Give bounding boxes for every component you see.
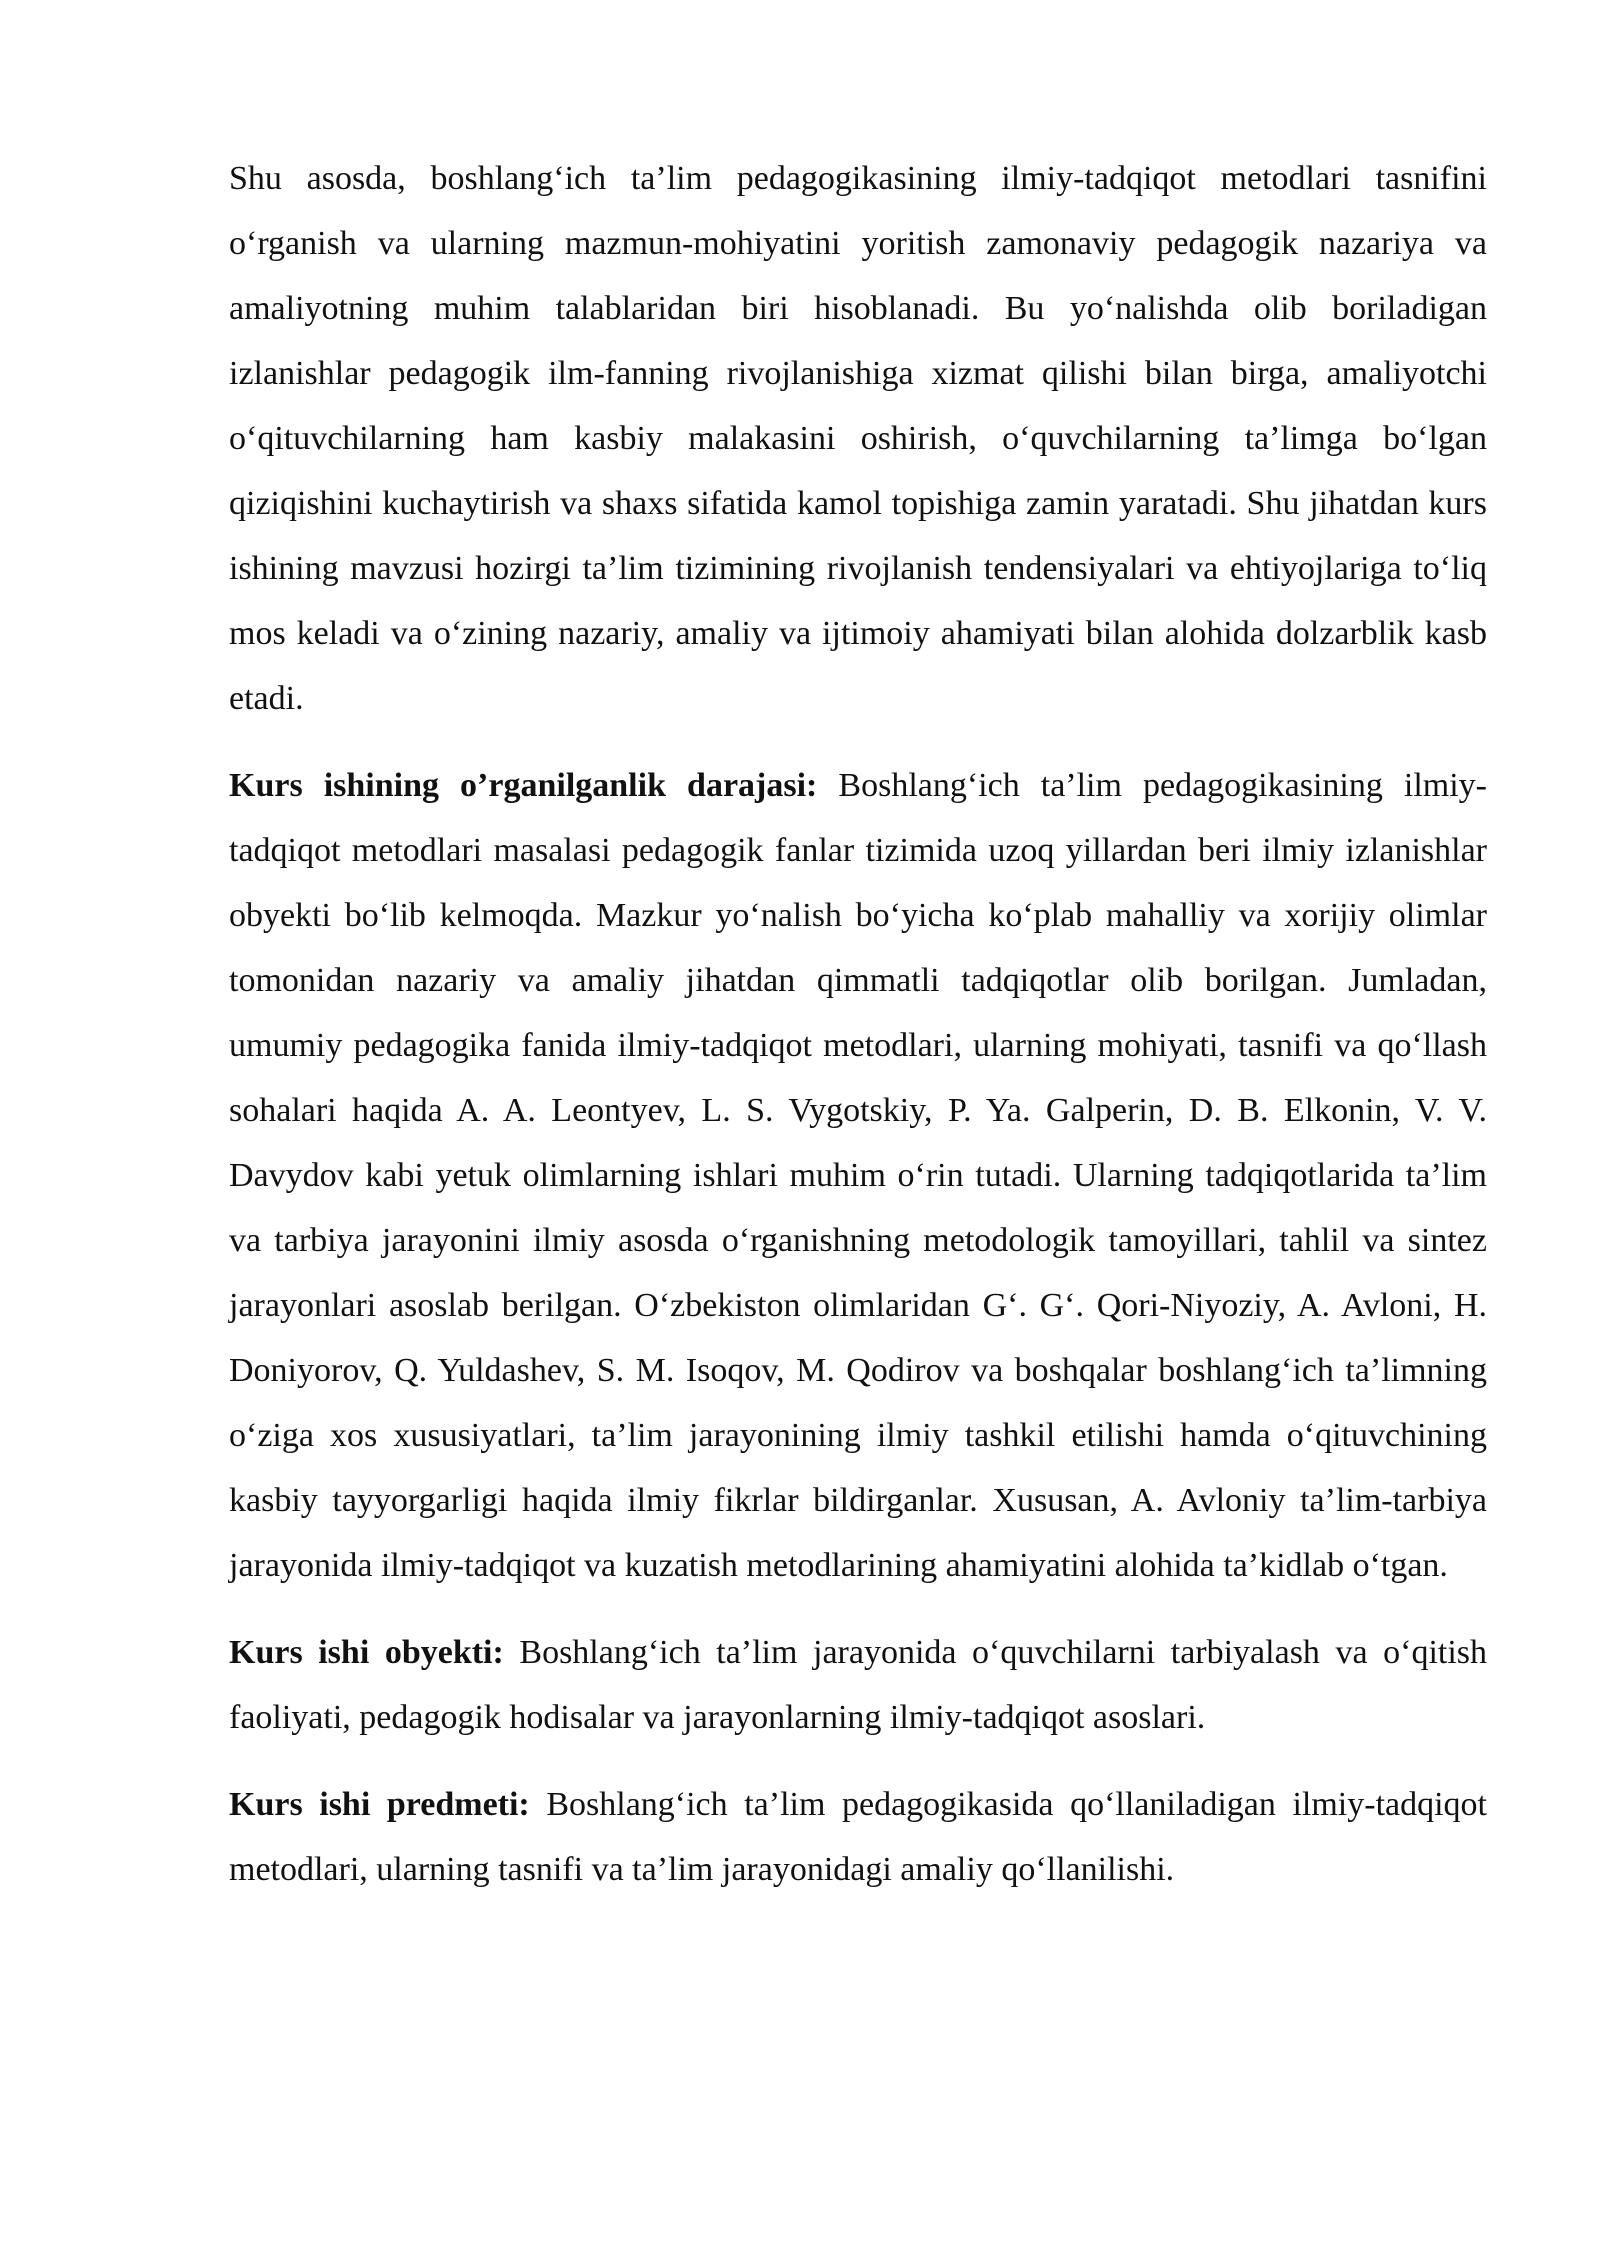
paragraph-heading-object: Kurs ishi obyekti: [229,1634,504,1671]
paragraph-text: Boshlang‘ich ta’lim jarayonida o‘quvchilarni tarbiyalash va o‘qitish faoliyati, pedagogik hodisalar va jarayonlarning ilmiy-tadqiqot asoslari. [229,1634,1488,1736]
paragraph-heading-study-level: Kurs ishining o’rganilganlik darajasi: [229,767,818,804]
paragraph-text: Shu asosda, boshlang‘ich ta’lim pedagogikasining ilmiy-tadqiqot metodlari tasnifini o‘rganish va ularning mazmun-mohiyatini yoritish zamonaviy pedagogik nazariya va amaliyotning muhim talablaridan biri hisoblanadi. Bu yo‘nalishda olib boriladigan izlanishlar pedagogik ilm-fanning rivojlanishiga xizmat qilishi bilan birga, amaliyotchi o‘qituvchilarning ham kasbiy malakasini oshirish, o‘quvchilarning ta’limga bo‘lgan qiziqishini kuchaytirish va shaxs sifatida kamol topishiga zamin yaratadi. Shu jihatdan kurs ishining mavzusi hozirgi ta’lim tizimining rivojlanish tendensiyalari va ehtiyojlariga to‘liq mos keladi va o‘zining nazariy, amaliy va ijtimoiy ahamiyati bilan alohida dolzarblik kasb etadi. [229,160,1487,717]
paragraph-subject [229,1772,1487,1902]
paragraph-object [229,1620,1487,1750]
paragraph-text: Boshlang‘ich ta’lim pedagogikasining ilmiy-tadqiqot metodlari masalasi pedagogik fanlar tizimida uzoq yillardan beri ilmiy izlanishlar obyekti bo‘lib kelmoqda. Mazkur yo‘nalish bo‘yicha ko‘plab mahalliy va xorijiy olimlar tomonidan nazariy va amaliy jihatdan qimmatli tadqiqotlar olib borilgan. Jumladan, umumiy pedagogika fanida ilmiy-tadqiqot metodlari, ularning mohiyati, tasnifi va qo‘llash sohalari haqida A. A. Leontyev, L. S. Vygotskiy, P. Ya. Galperin, D. B. Elkonin, V. V. Davydov kabi yetuk olimlarning ishlari muhim o‘rin tutadi. Ularning tadqiqotlarida ta’lim va tarbiya jarayonini ilmiy asosda o‘rganishning metodologik tamoyillari, tahlil va sintez jarayonlari asoslab berilgan. O‘zbekiston olimlaridan G‘. G‘. Qori-Niyoziy, A. Avloni, H. Doniyorov, Q. Yuldashev, S. M. Isoqov, M. Qodirov va boshqalar boshlang‘ich ta’limning o‘ziga xos xususiyatlari, ta’lim jarayonining ilmiy tashkil etilishi hamda o‘qituvchining kasbiy tayyorgarligi haqida ilmiy fikrlar bildirganlar. Xususan, A. Avloniy ta’lim-tarbiya jarayonida ilmiy-tadqiqot va kuzatish metodlarining ahamiyatini alohida ta’kidlab o‘tgan. [229,767,1487,1584]
document-body [229,146,1487,1924]
paragraph-heading-subject: Kurs ishi predmeti: [229,1786,530,1823]
paragraph-text: Boshlang‘ich ta’lim pedagogikasida qo‘llaniladigan ilmiy-tadqiqot metodlari, ularning tasnifi va ta’lim jarayonidagi amaliy qo‘llanilishi. [229,1786,1488,1888]
paragraph-study-level [229,753,1487,1598]
paragraph-introduction [229,146,1487,731]
